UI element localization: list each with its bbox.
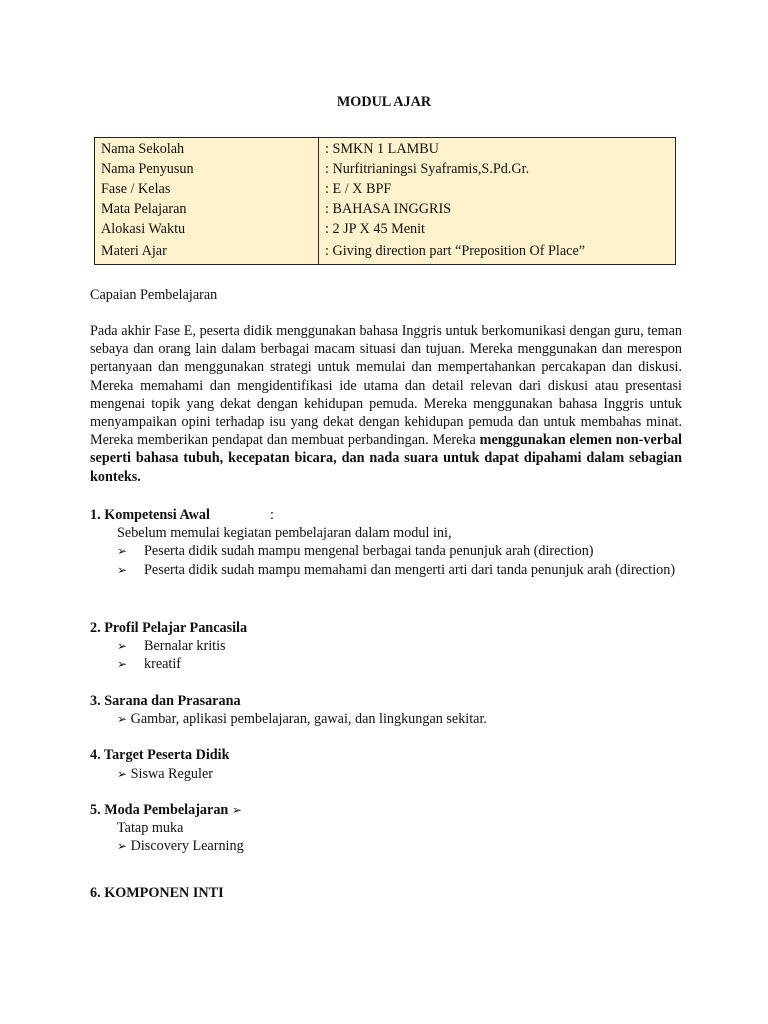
list-item xyxy=(117,837,244,855)
kompetensi-intro: Sebelum memulai kegiatan pembelajaran dalam modul ini, xyxy=(117,525,452,541)
list-item xyxy=(117,637,682,655)
table-value: : SMKN 1 LAMBU xyxy=(325,141,439,157)
list-item-text: Discovery Learning xyxy=(130,838,244,854)
list-item xyxy=(117,710,487,728)
section-heading-target: 4. Target Peserta Didik xyxy=(90,747,230,763)
table-row xyxy=(95,199,676,219)
capaian-paragraph xyxy=(90,322,682,486)
paragraph-text: Pada akhir Fase E, peserta didik menggunakan bahasa Inggris untuk berkomunikasi dengan guru, teman sebaya dan orang lain dalam berbagai macam situasi dan tujuan. Mereka menggunakan dan merespon pertanyaan dan menggunakan strategi untuk memulai dan mempertahankan percakapan dan diskusi. Mereka memahami dan mengidentifikasi ide utama dan detail relevan dari diskusi atau presentasi mengenai topik yang dekat dengan kehidupan pemuda. Mereka menggunakan bahasa Inggris untuk menyampaikan opini terhadap isu yang dekat dengan kehidupan pemuda dan untuk membahas minat. Mereka memberikan pendapat dan membuat perbandingan. Mereka xyxy=(90,323,682,449)
table-value: : Nurfitrianingsi Syaframis,S.Pd.Gr. xyxy=(325,161,530,177)
arrow-bullet-icon: ➢ xyxy=(231,803,242,817)
table-value: : BAHASA INGGRIS xyxy=(325,201,452,217)
list-item-text: Bernalar kritis xyxy=(144,638,226,654)
list-item-text: Gambar, aplikasi pembelajaran, gawai, dan lingkungan sekitar. xyxy=(130,711,487,727)
table-row xyxy=(95,179,676,199)
table-label: Materi Ajar xyxy=(95,239,319,265)
table-value: : E / X BPF xyxy=(325,181,392,197)
heading-colon: : xyxy=(270,507,274,523)
list-item-text: Tatap muka xyxy=(117,820,184,836)
list-item xyxy=(117,655,682,673)
table-label: Fase / Kelas xyxy=(95,179,319,199)
document-title: MODUL AJAR xyxy=(336,94,432,110)
table-value: : 2 JP X 45 Menit xyxy=(325,221,425,237)
table-row xyxy=(95,138,676,160)
paragraph-bold-text: menggunakan elemen non-verbal seperti bahasa tubuh, kecepatan bicara, dan nada suara untuk dapat dipahami dalam sebagian konteks. xyxy=(90,432,683,485)
list-item xyxy=(117,542,682,560)
list-item xyxy=(117,561,682,579)
table-label: Nama Penyusun xyxy=(95,159,319,179)
table-value: : Giving direction part “Preposition Of Place” xyxy=(325,242,586,259)
table-row xyxy=(95,219,676,239)
identity-table xyxy=(94,137,676,265)
list-item-text: Siswa Reguler xyxy=(130,766,213,782)
section-heading-moda xyxy=(90,801,242,819)
arrow-bullet-icon: ➢ xyxy=(117,563,128,577)
list-item xyxy=(117,765,213,783)
section-heading-kompetensi: 1. Kompetensi Awal xyxy=(90,507,210,523)
section-heading-profil: 2. Profil Pelajar Pancasila xyxy=(90,620,248,636)
arrow-bullet-icon: ➢ xyxy=(117,767,128,781)
table-row xyxy=(95,159,676,179)
heading-text: 5. Moda Pembelajaran xyxy=(90,802,229,818)
arrow-bullet-icon: ➢ xyxy=(117,657,128,671)
list-item-text: kreatif xyxy=(144,656,182,672)
table-label: Mata Pelajaran xyxy=(95,199,319,219)
table-row xyxy=(95,239,676,265)
arrow-bullet-icon: ➢ xyxy=(117,544,128,558)
arrow-bullet-icon: ➢ xyxy=(117,712,128,726)
arrow-bullet-icon: ➢ xyxy=(117,639,128,653)
arrow-bullet-icon: ➢ xyxy=(117,839,128,853)
list-item-text: Peserta didik sudah mampu mengenal berbagai tanda penunjuk arah (direction) xyxy=(144,543,594,559)
table-label: Alokasi Waktu xyxy=(95,219,319,239)
list-item-text: Peserta didik sudah mampu memahami dan mengerti arti dari tanda penunjuk arah (direction) xyxy=(144,562,676,578)
table-label: Nama Sekolah xyxy=(95,138,319,160)
section-heading-sarana: 3. Sarana dan Prasarana xyxy=(90,693,241,709)
capaian-label: Capaian Pembelajaran xyxy=(90,287,218,303)
section-heading-komponen: 6. KOMPONEN INTI xyxy=(90,885,224,901)
